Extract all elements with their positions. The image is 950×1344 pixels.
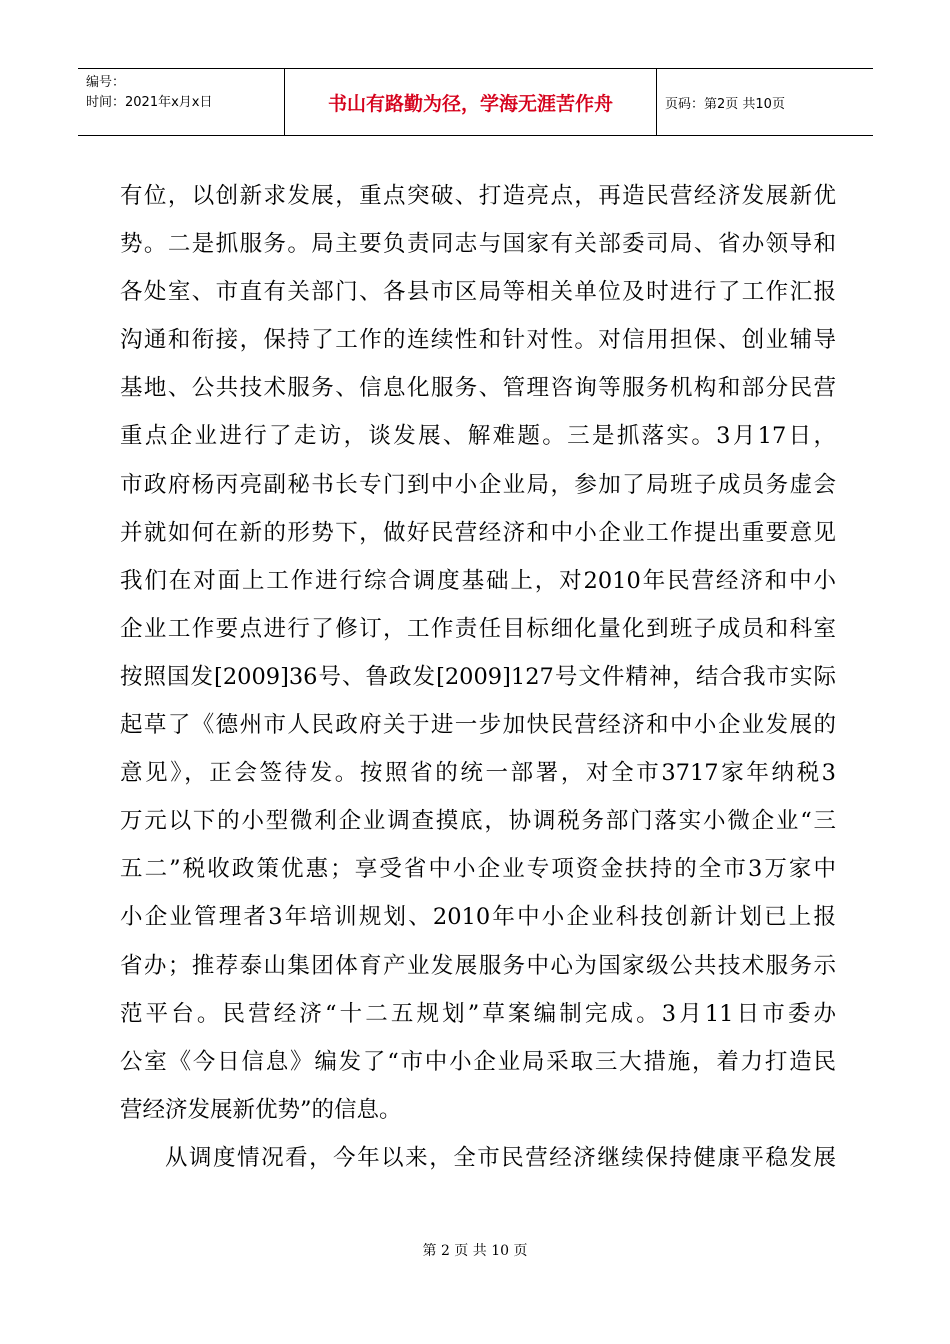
text-line: 各处室、市直有关部门、各县市区局等相关单位及时进行了工作汇报 (120, 279, 836, 306)
text-line: 起草了《德州市人民政府关于进一步加快民营经济和中小企业发展的 (120, 712, 836, 739)
text-line: 沟通和衔接，保持了工作的连续性和针对性。对信用担保、创业辅导 (120, 327, 836, 354)
text-line: 范平台。民营经济“十二五规划”草案编制完成。3月11日市委办 (120, 1000, 836, 1027)
text-line: 按照国发[2009]36号、鲁政发[2009]127号文件精神，结合我市实际 (120, 663, 836, 690)
page-footer (0, 1240, 950, 1260)
text-line: 五二”税收政策优惠；享受省中小企业专项资金扶持的全市3万家中 (120, 856, 836, 883)
text-line: 有位，以创新求发展，重点突破、打造亮点，再造民营经济发展新优 (120, 183, 836, 209)
text-line: 基地、公共技术服务、信息化服务、管理咨询等服务机构和部分民营 (120, 375, 836, 402)
text-line: 势。二是抓服务。局主要负责同志与国家有关部委司局、省办领导和 (120, 231, 836, 258)
text-line: 企业工作要点进行了修订，工作责任目标细化量化到班子成员和科室 (120, 615, 836, 642)
text-line: 并就如何在新的形势下，做好民营经济和中小企业工作提出重要意见 (120, 519, 836, 546)
text-line: 万元以下的小型微利企业调查摸底，协调税务部门落实小微企业“三 (120, 808, 836, 835)
text-line: 意见》，正会签待发。按照省的统一部署，对全市3717家年纳税3 (120, 760, 836, 787)
page-info-text: 页码：第2页 共10页 (665, 96, 785, 112)
page-info-cell (657, 69, 873, 135)
body-text (120, 172, 836, 1182)
text-line: 我们在对面上工作进行综合调度基础上，对2010年民营经济和中小 (120, 567, 836, 594)
text-line: 小企业管理者3年培训规划、2010年中小企业科技创新计划已上报 (120, 904, 836, 931)
footer-page-number: 第 2 页 共 10 页 (422, 1243, 528, 1259)
text-line: 营经济发展新优势”的信息。 (120, 1096, 402, 1123)
text-line: 从调度情况看，今年以来，全市民营经济继续保持健康平稳发展 (165, 1144, 836, 1171)
motto-cell (285, 69, 657, 135)
time-label: 时间：2021年x月x日 (86, 95, 213, 110)
text-line: 市政府杨丙亮副秘书长专门到中小企业局，参加了局班子成员务虚会 (120, 471, 836, 498)
text-line: 省办；推荐泰山集团体育产业发展服务中心为国家级公共技术服务示 (120, 952, 836, 979)
number-label: 编号： (86, 75, 126, 90)
text-line: 公室《今日信息》编发了“市中小企业局采取三大措施，着力打造民 (120, 1048, 836, 1075)
text-line: 重点企业进行了走访，谈发展、解难题。三是抓落实。3月17日， (120, 423, 836, 450)
motto-text: 书山有路勤为径，学海无涯苦作舟 (327, 92, 613, 115)
page-header (78, 68, 873, 136)
header-left-cell (78, 69, 285, 135)
